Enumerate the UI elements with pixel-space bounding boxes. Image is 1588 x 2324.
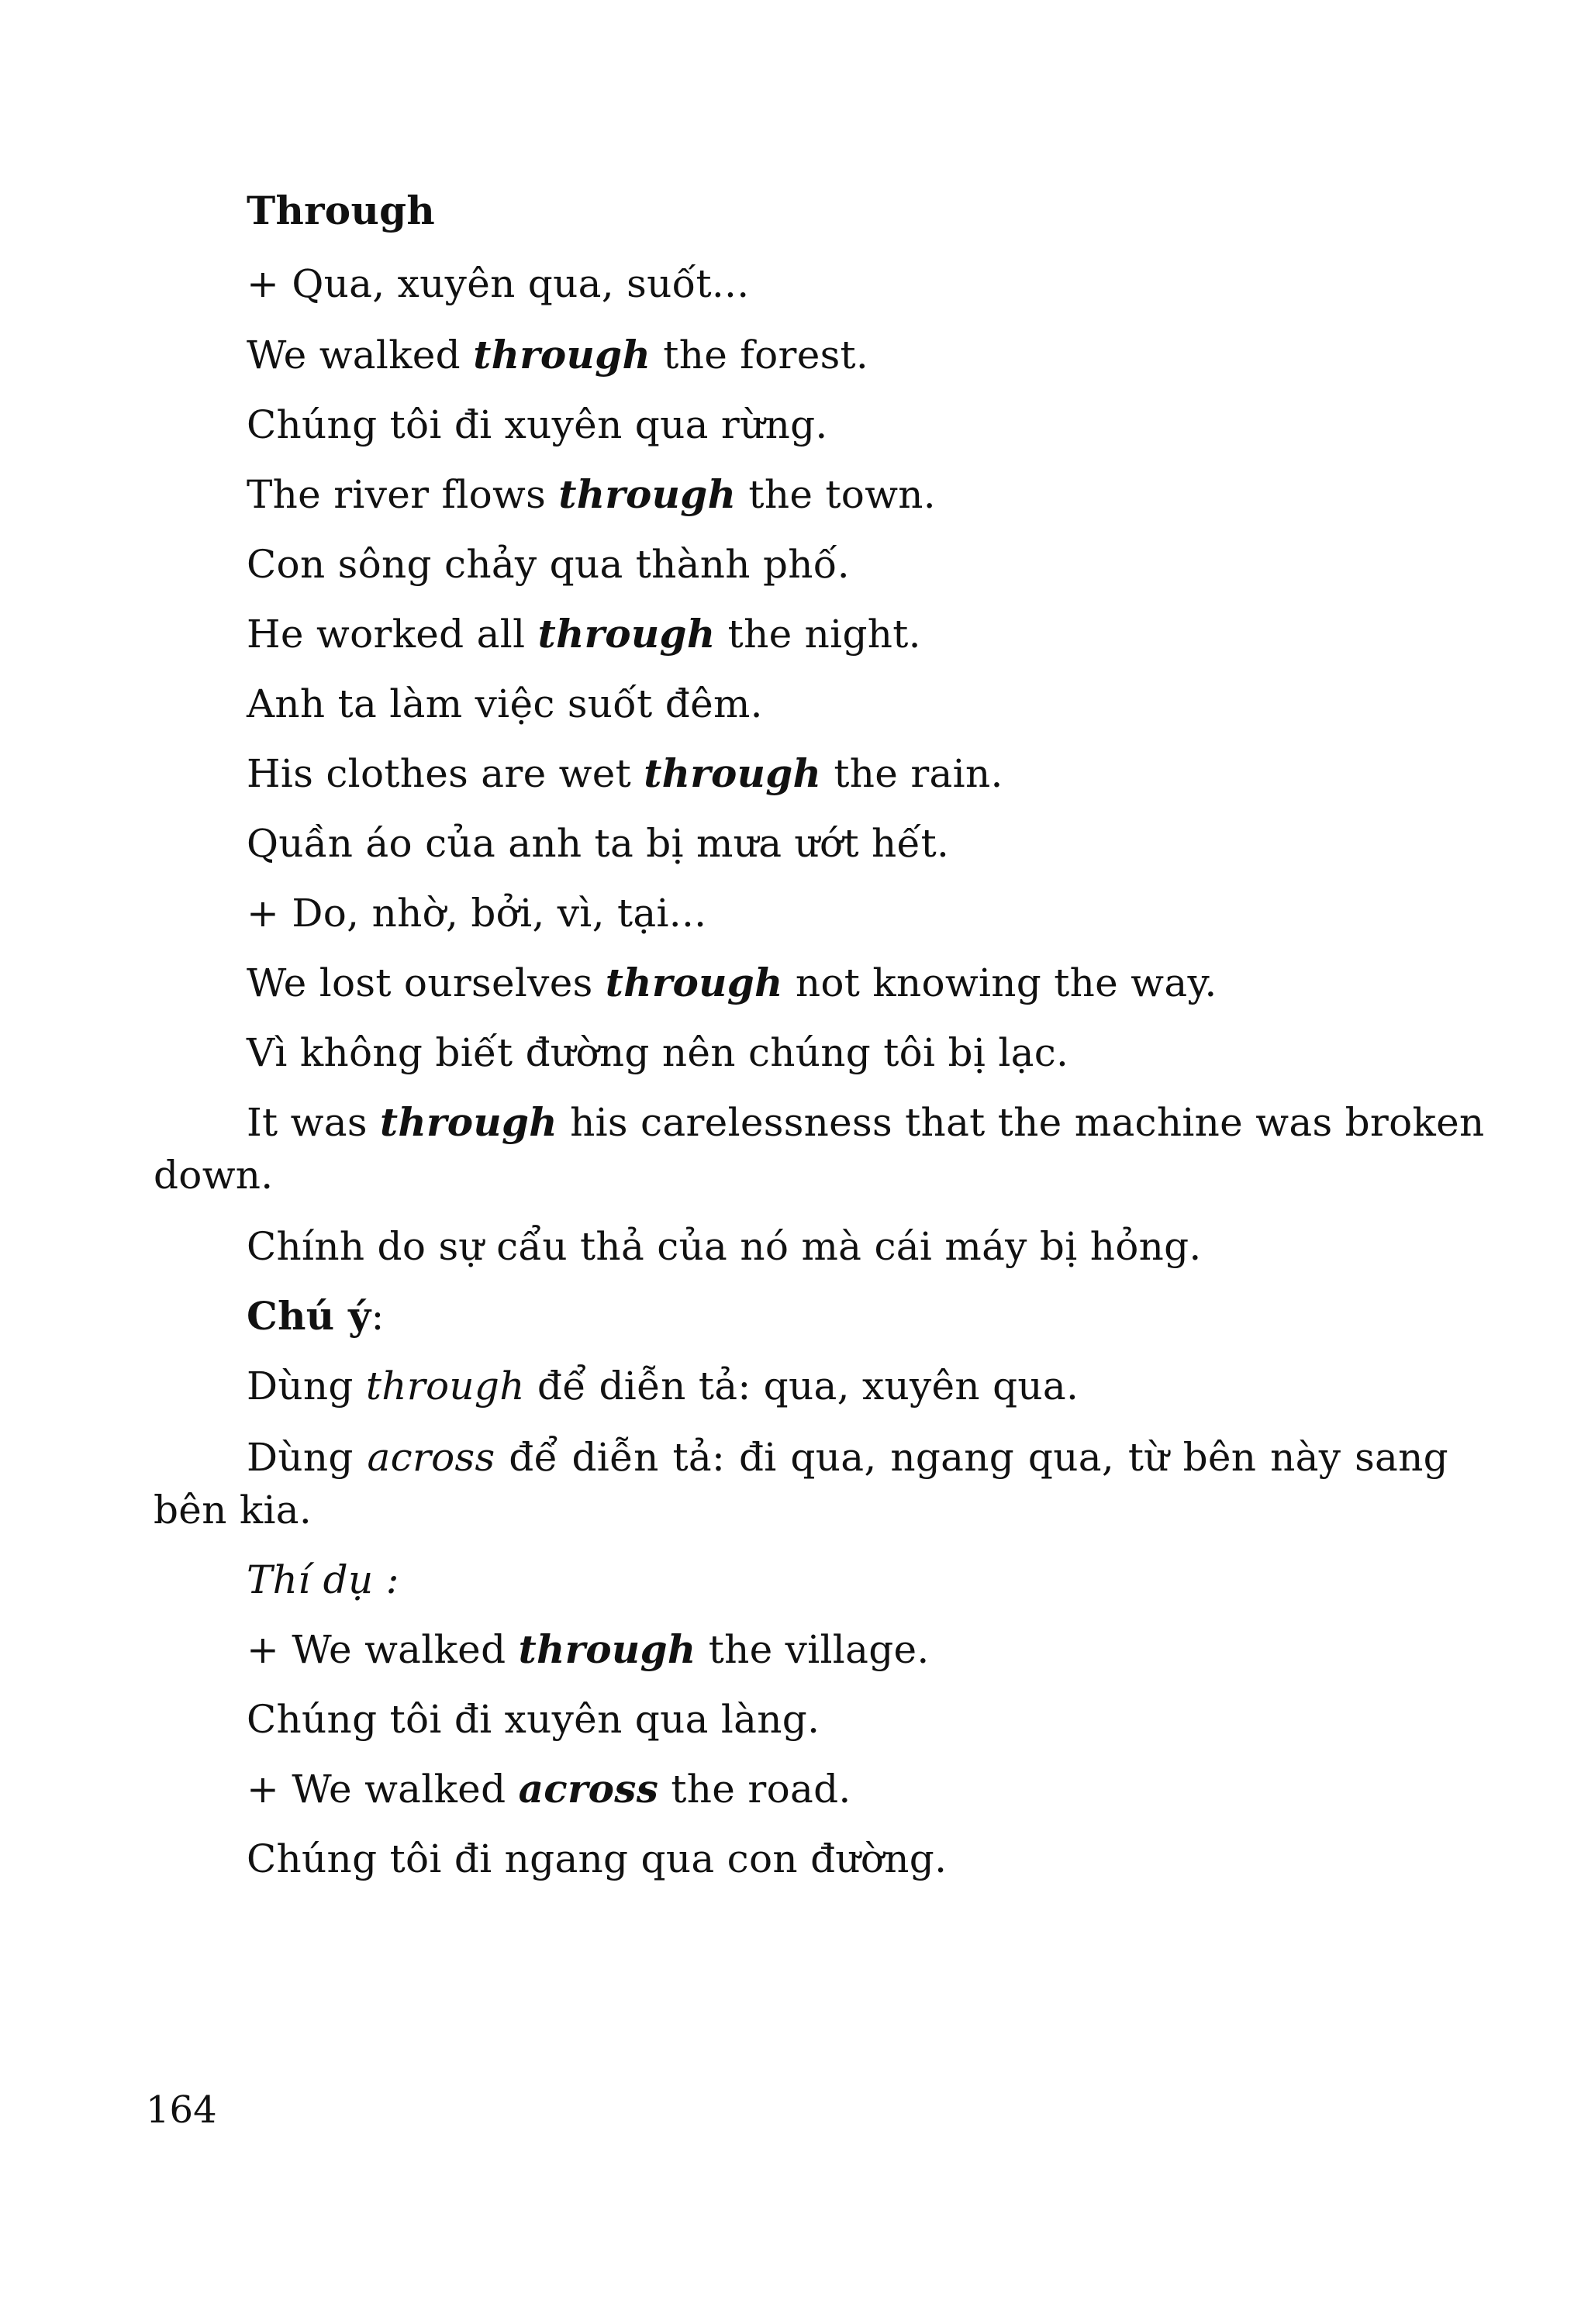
- page-number: 164: [146, 2088, 217, 2132]
- keyword: through: [518, 1626, 696, 1672]
- example-text: The river flows: [247, 472, 559, 517]
- example-text: the forest.: [651, 333, 869, 378]
- translation-3: Anh ta làm việc suốt đêm.: [247, 681, 763, 726]
- example-text: We walked: [247, 333, 474, 378]
- example-6: [247, 1099, 1485, 1146]
- note-text: Dùng: [247, 1435, 368, 1480]
- translation-4: Quần áo của anh ta bị mưa ướt hết.: [247, 821, 950, 866]
- example-text: + We walked: [247, 1767, 519, 1812]
- sense-2: + Do, nhờ, bởi, vì, tại...: [247, 891, 707, 936]
- example-1: [247, 332, 868, 378]
- keyword: across: [367, 1435, 495, 1480]
- note-colon: :: [371, 1294, 385, 1339]
- example-text: his carelessness that the machine was broken: [557, 1100, 1485, 1145]
- example-text: the village.: [696, 1627, 930, 1672]
- keyword: through: [380, 1099, 558, 1145]
- note-text: để diễn tả: qua, xuyên qua.: [524, 1364, 1079, 1409]
- translation-7: Chúng tôi đi xuyên qua làng.: [247, 1697, 820, 1742]
- keyword: through: [605, 960, 783, 1005]
- example-2: [247, 471, 936, 518]
- example-text: He worked all: [247, 612, 538, 657]
- example-text: the road.: [658, 1767, 851, 1812]
- keyword: through: [644, 750, 822, 796]
- translation-5: Vì không biết đường nên chúng tôi bị lạc.: [247, 1030, 1069, 1075]
- note-2-continuation: bên kia.: [154, 1488, 312, 1533]
- example-text: the town.: [736, 472, 936, 517]
- example-7: [247, 1626, 930, 1673]
- example-6-continuation: down.: [154, 1153, 274, 1198]
- example-text: + We walked: [247, 1627, 519, 1672]
- note-1: [247, 1363, 1079, 1409]
- example-text: not knowing the way.: [782, 960, 1217, 1005]
- example-5: [247, 960, 1217, 1006]
- example-8: [247, 1766, 851, 1812]
- example-text: the night.: [715, 612, 921, 657]
- example-text: We lost ourselves: [247, 960, 606, 1005]
- note-label: [247, 1293, 385, 1340]
- note-text: Dùng: [247, 1364, 366, 1409]
- translation-2: Con sông chảy qua thành phố.: [247, 542, 850, 587]
- example-4: [247, 750, 1003, 797]
- keyword: through: [365, 1364, 525, 1409]
- example-text: the rain.: [821, 751, 1003, 796]
- note-label-text: Chú ý: [247, 1293, 371, 1339]
- sense-1: + Qua, xuyên qua, suốt...: [247, 261, 750, 306]
- example-text: It was: [247, 1100, 380, 1145]
- keyword: through: [558, 471, 737, 517]
- keyword: through: [537, 611, 716, 657]
- note-text: để diễn tả: đi qua, ngang qua, từ bên này sang: [495, 1435, 1448, 1480]
- example-label: Thí dụ :: [247, 1557, 399, 1602]
- section-heading: Through: [247, 188, 436, 233]
- keyword: across: [518, 1766, 659, 1812]
- translation-6: Chính do sự cẩu thả của nó mà cái máy bị hỏng.: [247, 1224, 1202, 1269]
- note-2: [247, 1434, 1448, 1481]
- example-3: [247, 611, 921, 657]
- example-text: His clothes are wet: [247, 751, 644, 796]
- translation-1: Chúng tôi đi xuyên qua rừng.: [247, 402, 828, 447]
- keyword: through: [473, 332, 651, 378]
- translation-8: Chúng tôi đi ngang qua con đường.: [247, 1836, 948, 1881]
